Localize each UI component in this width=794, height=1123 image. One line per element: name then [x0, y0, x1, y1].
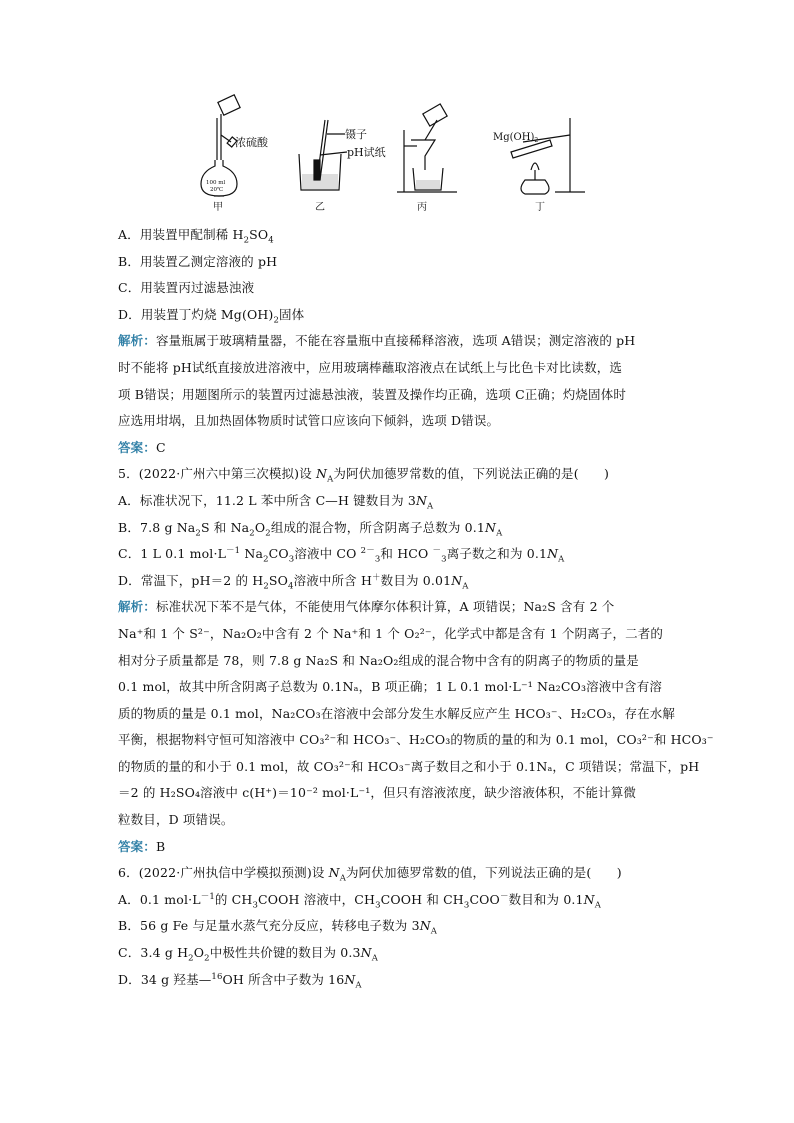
label-flask-volume: 100 ml — [206, 180, 226, 186]
label-bing: 丙 — [417, 202, 427, 213]
label-mgoh2: $Mg(OH)_2$ — [493, 132, 539, 144]
apparatus-ding — [511, 118, 585, 194]
q5-option-d: D．常温下，pH＝2 的 $H_2SO_4$溶液中所含 H＋数目为 $0.01N_A$ — [118, 572, 469, 592]
q4-option-a: A．用装置甲配制稀 $H_2SO_4$ — [118, 227, 274, 246]
q5-explanation-line-1: 解析：标准状况下苯不是气体，不能使用气体摩尔体积计算，A 项错误；Na₂S 含有 2 个 — [118, 599, 615, 615]
label-yi: 乙 — [315, 202, 325, 213]
q5-option-a: A．标准状况下，11.2 L 苯中所含 C—H 键数目为 $3N_A$ — [118, 492, 434, 512]
label-jia: 甲 — [213, 202, 223, 213]
q4-explanation-line-1: 解析：容量瓶属于玻璃精量器，不能在容量瓶中直接稀释溶液，选项 A错误；测定溶液的 pH — [118, 333, 636, 349]
q5-explanation-line-3: 相对分子质量都是 78，则 7.8 g Na₂S 和 Na₂O₂组成的混合物中含有的阴离子的物质的量是 — [118, 652, 639, 668]
q4-option-b: B．用装置乙测定溶液的 pH — [118, 253, 278, 269]
q5-explanation-line-7: 的物质的量的和小于 0.1 mol，故 CO₃²⁻和 HCO₃⁻离子数目之和小于 0.1Nₐ，C 项错误；常温下，pH — [118, 758, 700, 774]
apparatus-bing — [397, 104, 457, 192]
label-flask-temp: 20℃ — [210, 187, 224, 193]
q4-option-d: D．用装置丁灼烧 $Mg(OH)_2$固体 — [118, 306, 305, 326]
q6-option-a: A．0.1 $mol\cdot L^{-1}$的 $CH_3COOH$ 溶液中，$CH_3COOH$ 和 $CH_3COO^-$数目和为 $0.1N_A$ — [118, 891, 602, 911]
apparatus-yi — [299, 120, 347, 190]
q5-explanation-line-5: 质的物质的量是 0.1 mol，Na₂CO₃在溶液中会部分发生水解反应产生 HCO₃⁻、H₂CO₃，存在水解 — [118, 705, 676, 721]
q4-explanation-line-2: 时不能将 pH试纸直接放进溶液中，应用玻璃棒蘸取溶液点在试纸上与比色卡对比读数，选 — [118, 359, 623, 375]
q6-option-b: B．56 g Fe 与足量水蒸气充分反应，转移电子数为 $3N_A$ — [118, 918, 438, 937]
q5-explanation-line-9: 粒数目，D 项错误。 — [118, 812, 234, 828]
q6-option-d: D．34 g 羟基—$^{16}$OH 所含中子数为 $16N_A$ — [118, 971, 362, 991]
q4-option-c: C．用装置丙过滤悬浊液 — [118, 280, 255, 296]
label-ph-paper: pH试纸 — [347, 146, 386, 159]
q5-option-b: B．7.8 g $Na_2S$ 和 $Na_2O_2$组成的混合物，所含阴离子总数为 $0.1N_A$ — [118, 519, 503, 539]
q5-explanation-line-6: 平衡，根据物料守恒可知溶液中 CO₃²⁻和 HCO₃⁻、H₂CO₃的物质的量的和为 0.1 mol，CO₃²⁻和 HCO₃⁻ — [118, 732, 714, 748]
q5-stem: 5．(2022·广州六中第三次模拟)设 $N_A$为阿伏加德罗常数的值，下列说法正确的是( ) — [118, 466, 610, 485]
q5-option-c: C．1 L 0.1 $mol\cdot L^{-1}$ $Na_2CO_3$溶液中 CO $^{2-}_3$和 HCO －$_3$离子数之和为 $0.1N_A$ — [118, 545, 565, 565]
apparatus-figure — [195, 90, 595, 214]
q4-explanation-line-4: 应选用坩埚，且加热固体物质时试管口应该向下倾斜，选项 D错误。 — [118, 413, 500, 429]
label-ding: 丁 — [535, 202, 545, 213]
document-body — [118, 222, 714, 993]
q5-explanation-line-2: Na⁺和 1 个 S²⁻，Na₂O₂中含有 2 个 Na⁺和 1 个 O₂²⁻，化学式中都是含有 1 个阴离子，二者的 — [118, 625, 664, 641]
q5-explanation-line-4: 0.1 mol，故其中所含阴离子总数为 0.1Nₐ，B 项正确；1 L 0.1 mol·L⁻¹ Na₂CO₃溶液中含有溶 — [118, 679, 663, 695]
q4-explanation-line-3: 项 B错误；用题图所示的装置丙过滤悬浊液，装置及操作均正确，选项 C正确；灼烧固体时 — [118, 386, 626, 402]
explanation-label: 解析： — [118, 333, 156, 349]
q5-answer-value: B — [155, 838, 166, 854]
label-tweezers: 镊子 — [345, 128, 367, 141]
q6-option-c: C．3.4 g $H_2O_2$中极性共价键的数目为 $0.3N_A$ — [118, 945, 379, 964]
q4-answer: 答案：C — [118, 439, 166, 455]
q5-explanation-line-8: ＝2 的 H₂SO₄溶液中 c(H⁺)＝10⁻² mol·L⁻¹，但只有溶液浓度，缺少溶液体积，不能计算微 — [118, 785, 637, 801]
q4-answer-value: C — [155, 439, 166, 455]
apparatus-svg — [195, 90, 595, 214]
q6-stem: 6．(2022·广州执信中学模拟预测)设 $N_A$为阿伏加德罗常数的值，下列说法正确的是( ) — [118, 865, 622, 884]
q5-answer: 答案：B — [118, 838, 166, 854]
label-conc-acid: 浓硫酸 — [235, 136, 268, 149]
